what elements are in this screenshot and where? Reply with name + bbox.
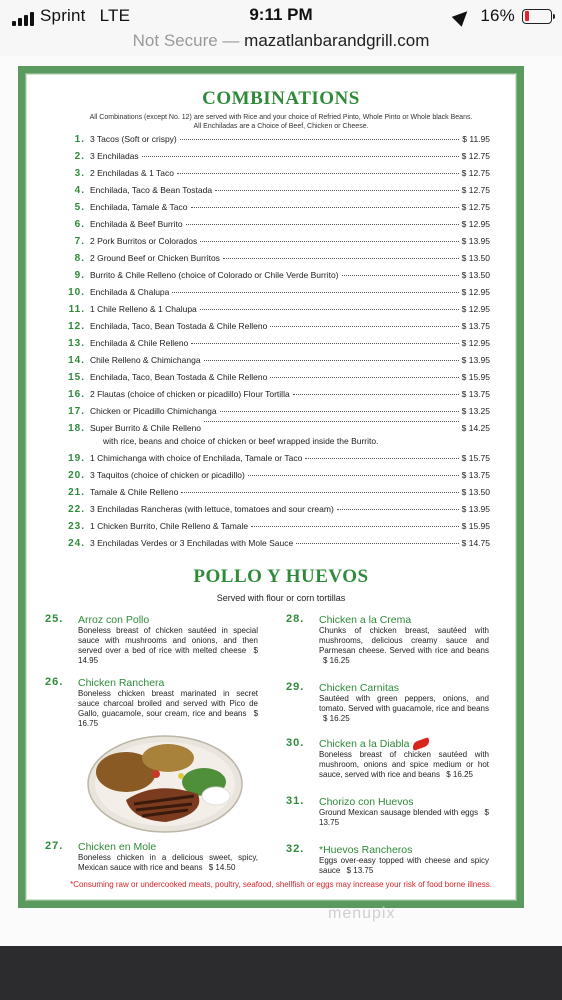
combo-item-10 <box>48 287 490 304</box>
combo-item-3 <box>48 168 490 185</box>
combo-item-15 <box>48 372 490 389</box>
dish-number: 25. <box>45 613 64 625</box>
combo-number: 22. <box>68 504 85 515</box>
dish-price: $ 16.25 <box>446 770 473 779</box>
combo-price: $ 12.75 <box>461 151 490 161</box>
dish-number: 31. <box>286 795 305 807</box>
clock: 9:11 PM <box>249 5 313 24</box>
combo-name: Tamale & Chile Relleno <box>90 487 179 497</box>
combo-number: 15. <box>68 372 85 383</box>
dish-name-text: Chicken a la Diabla <box>319 738 410 750</box>
dish-number: 26. <box>45 676 64 688</box>
combo-price: $ 13.95 <box>461 504 490 514</box>
combo-price: $ 11.95 <box>462 134 490 144</box>
combinations-title: COMBINATIONS <box>202 88 360 109</box>
combo-item-2 <box>48 151 490 168</box>
combo-number: 5. <box>74 202 85 213</box>
url-bar[interactable] <box>0 30 562 56</box>
dish-desc: Boneless breast of chicken sautéed with mushroom, onions and spice medium or hot sauce, served with rice and beans <box>319 750 489 779</box>
combo-item-19 <box>48 453 490 470</box>
combo-price: $ 15.95 <box>461 521 490 531</box>
dish-desc: Ground Mexican sausage blended with eggs <box>319 808 479 817</box>
combo-price: $ 12.95 <box>461 338 490 348</box>
dot-leader <box>204 360 459 361</box>
dish-price: $ 13.75 <box>346 866 374 875</box>
combo-number: 23. <box>68 521 85 532</box>
food-safety-disclaimer: *Consuming raw or undercooked meats, poultry, seafood, shellfish or eggs may increase your risk of food borne illness. <box>70 880 492 889</box>
pollo-subtitle: Served with flour or corn tortillas <box>216 593 346 603</box>
pollo-title: POLLO Y HUEVOS <box>193 566 369 587</box>
dot-leader <box>172 292 458 293</box>
combo-number: 2. <box>74 151 85 162</box>
combo-item-1 <box>48 134 490 151</box>
dish-number: 27. <box>45 840 64 852</box>
dot-leader <box>248 475 459 476</box>
dot-leader <box>200 241 458 242</box>
dot-leader <box>186 224 459 225</box>
dish-28 <box>286 613 489 666</box>
battery-percent: 16% <box>480 6 515 25</box>
dot-leader <box>296 543 458 544</box>
combo-price: $ 12.95 <box>461 219 490 229</box>
status-right <box>455 6 552 26</box>
combo-item-9 <box>48 270 490 287</box>
dish-name: *Huevos Rancheros <box>319 844 413 856</box>
dot-leader <box>200 309 459 310</box>
security-label: Not Secure <box>132 31 218 50</box>
combo-price: $ 12.75 <box>461 202 490 212</box>
combo-number: 19. <box>68 453 85 464</box>
network-type: LTE <box>99 6 131 25</box>
combo-item-20 <box>48 470 490 487</box>
combo-price: $ 12.75 <box>461 185 490 195</box>
combo-number: 4. <box>74 185 85 196</box>
combo-price: $ 15.75 <box>461 453 490 463</box>
combo-price: $ 13.25 <box>461 406 490 416</box>
dish-25 <box>45 613 258 666</box>
combo-name: Super Burrito & Chile Relleno <box>90 423 202 433</box>
dish-32 <box>286 843 489 876</box>
carrier-name: Sprint <box>40 6 86 25</box>
combo-name: Enchilada, Taco & Bean Tostada <box>90 185 213 195</box>
combo-item-6 <box>48 219 490 236</box>
combo-item-7 <box>48 236 490 253</box>
combo-number: 6. <box>74 219 85 230</box>
combo-name: Enchilada & Chile Relleno <box>90 338 189 348</box>
dish-name: Chicken Carnitas <box>319 682 399 694</box>
combo-name: 2 Pork Burritos or Colorados <box>90 236 198 246</box>
dot-leader <box>191 343 458 344</box>
combo-price: $ 13.50 <box>461 270 490 280</box>
dot-leader <box>293 394 459 395</box>
combo-item-16 <box>48 389 490 406</box>
combo-name: Chile Relleno & Chimichanga <box>90 355 201 365</box>
combo-name: Enchilada, Tamale & Taco <box>90 202 188 212</box>
combo-price: $ 13.50 <box>461 253 490 263</box>
combo-item-23 <box>48 521 490 538</box>
dot-leader <box>180 139 460 140</box>
combo-number: 1. <box>74 134 85 145</box>
dot-leader <box>177 173 459 174</box>
combo-number: 16. <box>68 389 85 400</box>
combo-item-22 <box>48 504 490 521</box>
combo-name: 3 Enchiladas <box>90 151 139 161</box>
dish-number: 32. <box>286 843 305 855</box>
dish-27 <box>45 840 258 873</box>
combo-name: 3 Enchiladas Rancheras (with lettuce, tomatoes and sour cream) <box>90 504 334 514</box>
url-domain[interactable]: mazatlanbarandgrill.com <box>244 31 430 50</box>
dot-leader <box>204 421 459 422</box>
combo-item-21 <box>48 487 490 504</box>
combinations-note-2: All Enchiladas are a Choice of Beef, Chicken or Cheese. <box>193 123 369 130</box>
chicken-ranchera-photo <box>86 734 244 834</box>
dot-leader <box>181 492 458 493</box>
dish-price: $ 14.95 <box>78 646 258 665</box>
combo-price: $ 13.75 <box>461 321 490 331</box>
dish-price: $ 16.75 <box>78 709 259 728</box>
combo-price: $ 15.95 <box>461 372 490 382</box>
combo-number: 20. <box>68 470 85 481</box>
dot-leader <box>342 275 459 276</box>
browser-toolbar <box>0 946 562 1000</box>
combo-name: 2 Enchiladas & 1 Taco <box>90 168 174 178</box>
dish-26 <box>45 676 259 729</box>
dish-desc: Boneless chicken in a delicious sweet, spicy, Mexican sauce with rice and beans <box>78 853 258 872</box>
combo-item-13 <box>48 338 490 355</box>
combo-item-4 <box>48 185 490 202</box>
combo-item-14 <box>48 355 490 372</box>
combo-price: $ 13.95 <box>461 355 490 365</box>
dish-31 <box>286 795 489 828</box>
combo-number: 9. <box>74 270 85 281</box>
dish-desc: Chunks of chicken breast, sautéed with mushrooms, delicious creamy sauce and Parmesan cheese. Served with rice and beans <box>319 626 489 655</box>
dish-name: Chorizo con Huevos <box>319 796 414 808</box>
combo-name: 1 Chimichanga with choice of Enchilada, Tamale or Taco <box>90 453 303 463</box>
battery-icon <box>522 9 552 24</box>
combo-name: 2 Ground Beef or Chicken Burritos <box>90 253 220 263</box>
combo-name: 1 Chile Relleno & 1 Chalupa <box>90 304 197 314</box>
dish-30 <box>286 737 489 780</box>
dish-number: 28. <box>286 613 305 625</box>
dish-number: 30. <box>286 737 305 749</box>
combo-number: 10. <box>68 287 85 298</box>
combo-name: 2 Flautas (choice of chicken or picadillo) Flour Tortilla <box>90 389 290 399</box>
combo-price: $ 12.95 <box>461 287 490 297</box>
combo-name: Enchilada, Taco, Bean Tostada & Chile Relleno <box>90 372 268 382</box>
dot-leader <box>337 509 459 510</box>
combo-number: 17. <box>68 406 85 417</box>
combo-subtext: with rice, beans and choice of chicken or beef wrapped inside the Burrito. <box>103 436 379 446</box>
dish-29 <box>286 681 489 724</box>
chili-pepper-icon <box>412 737 432 751</box>
combo-name: 3 Enchiladas Verdes or 3 Enchiladas with Mole Sauce <box>90 538 294 548</box>
dot-leader <box>251 526 459 527</box>
combo-number: 3. <box>74 168 85 179</box>
combo-price: $ 13.75 <box>461 470 490 480</box>
combo-number: 21. <box>68 487 85 498</box>
combo-item-8 <box>48 253 490 270</box>
dish-number: 29. <box>286 681 305 693</box>
dot-leader <box>220 411 459 412</box>
dish-desc: Sautéed with green peppers, onions, and tomato. Served with guacamole, rice and beans <box>319 694 489 713</box>
combo-price: $ 13.75 <box>461 389 490 399</box>
dish-desc: Boneless chicken breast marinated in secret sauce charcoal broiled and served with Pico de Gallo, guacamole, sour cream, rice and beans <box>78 689 258 718</box>
dish-name: Chicken Ranchera <box>78 677 165 689</box>
combo-number: 14. <box>68 355 85 366</box>
combo-item-12 <box>48 321 490 338</box>
dish-name: Chicken a la Crema <box>319 614 412 626</box>
dot-leader <box>223 258 459 259</box>
combo-name: Burrito & Chile Relleno (choice of Colorado or Chile Verde Burrito) <box>90 270 339 280</box>
combo-name: 3 Tacos (Soft or crispy) <box>90 134 177 144</box>
combo-number: 18. <box>68 423 85 434</box>
combo-price: $ 12.95 <box>461 304 490 314</box>
url-separator: — <box>222 31 240 50</box>
dot-leader <box>305 458 458 459</box>
dish-price: $ 13.75 <box>319 808 489 827</box>
combo-price: $ 14.75 <box>461 538 490 548</box>
combo-name: Enchilada, Taco, Bean Tostada & Chile Relleno <box>90 321 268 331</box>
dish-price: $ 16.25 <box>323 656 350 665</box>
combo-number: 7. <box>74 236 85 247</box>
combo-name: Enchilada & Chalupa <box>90 287 170 297</box>
dot-leader <box>191 207 459 208</box>
dot-leader <box>270 326 458 327</box>
location-arrow-icon <box>452 6 473 27</box>
combinations-note-1: All Combinations (except No. 12) are served with Rice and your choice of Refried Pinto, Whole Pinto or Whole black Beans. <box>89 114 473 121</box>
combinations-list <box>48 134 490 555</box>
dish-price: $ 14.50 <box>208 863 236 872</box>
combo-name: 1 Chicken Burrito, Chile Relleno & Tamale <box>90 521 249 531</box>
combo-name: 3 Taquitos (choice of chicken or picadillo) <box>90 470 245 480</box>
combo-item-11 <box>48 304 490 321</box>
dot-leader <box>215 190 459 191</box>
dish-name <box>319 739 489 749</box>
dot-leader <box>270 377 458 378</box>
combo-price: $ 13.50 <box>461 487 490 497</box>
combo-price: $ 12.75 <box>461 168 490 178</box>
dish-desc: Eggs over-easy topped with cheese and spicy sauce <box>319 856 489 875</box>
watermark-logo: menupix <box>328 905 396 922</box>
combo-number: 24. <box>68 538 85 549</box>
combo-number: 11. <box>68 304 85 315</box>
combo-price: $ 14.25 <box>461 423 490 433</box>
combo-price: $ 13.95 <box>461 236 490 246</box>
dish-desc: Boneless breast of chicken sautéed in special sauce with mushrooms and onions, and then served over a bed of rice with melted cheese <box>78 626 258 655</box>
status-bar <box>0 0 562 30</box>
combo-item-24 <box>48 538 490 555</box>
combo-name: Chicken or Picadillo Chimichanga <box>90 406 217 416</box>
combo-number: 12. <box>68 321 85 332</box>
combo-name: Enchilada & Beef Burrito <box>90 219 183 229</box>
dish-price: $ 16.25 <box>323 714 350 723</box>
combo-number: 8. <box>74 253 85 264</box>
dish-name: Arroz con Pollo <box>78 614 150 626</box>
combo-item-5 <box>48 202 490 219</box>
dot-leader <box>142 156 459 157</box>
dish-name: Chicken en Mole <box>78 841 157 853</box>
combo-number: 13. <box>68 338 85 349</box>
